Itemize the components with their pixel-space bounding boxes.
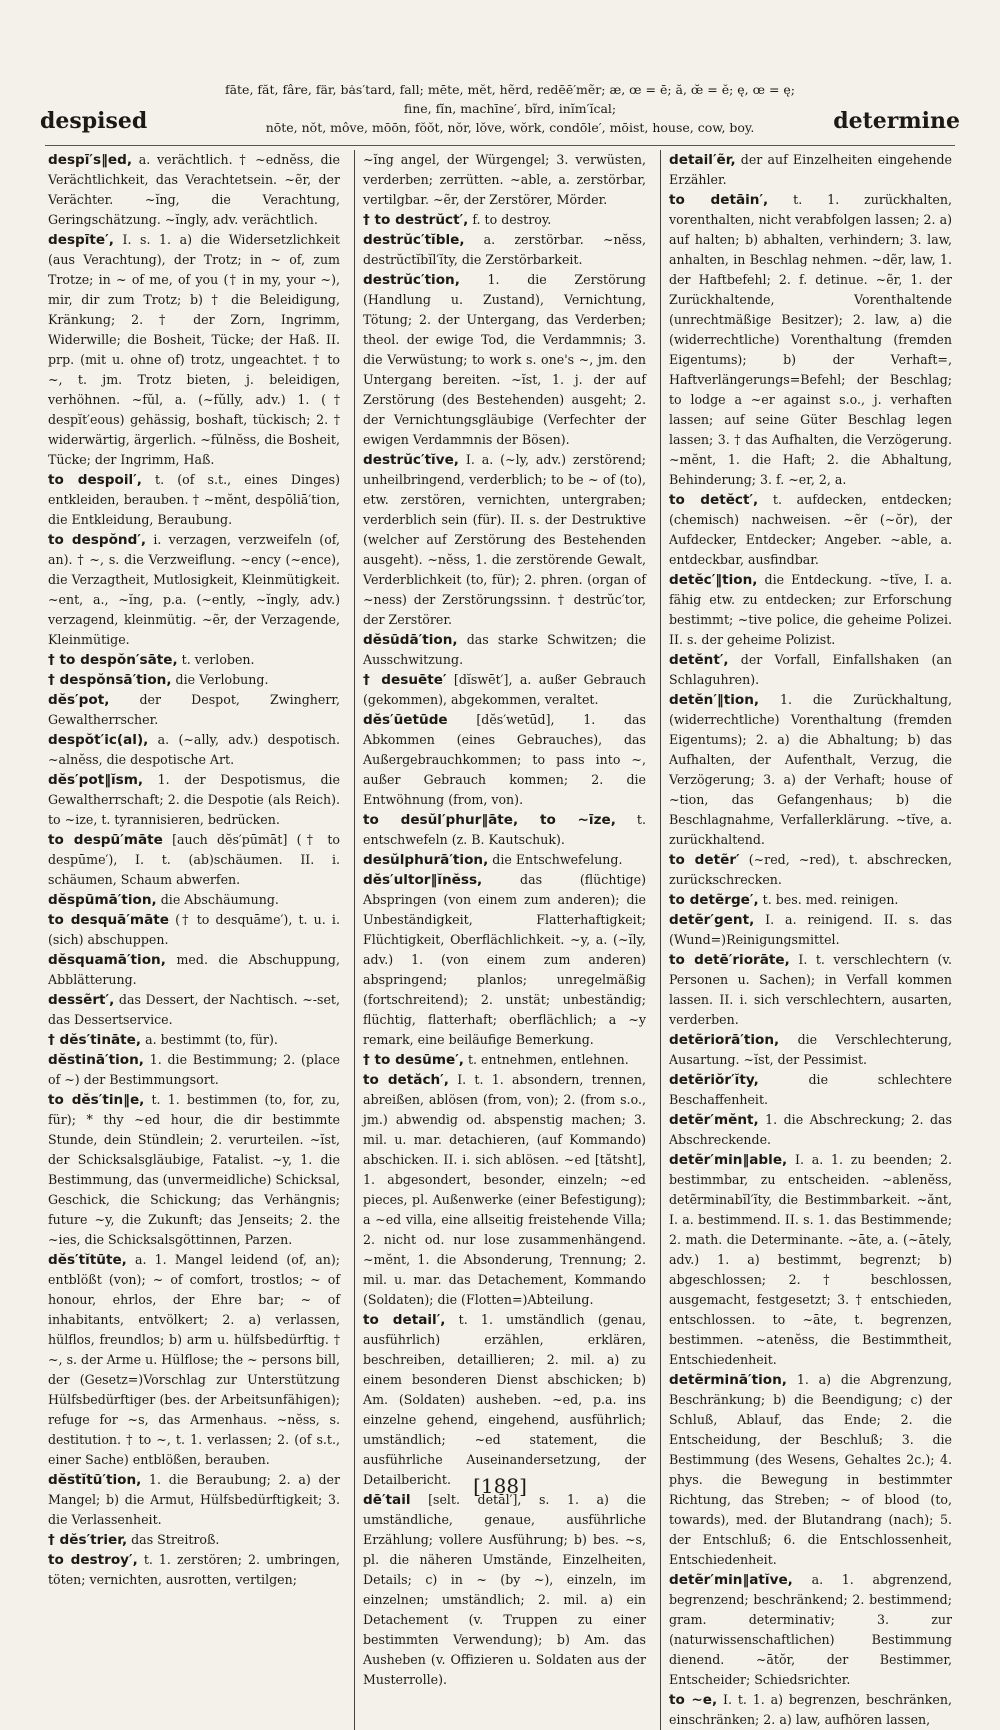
entry-definition: 1. a) die Abgrenzung, Beschränkung; b) die Beendigung; c) der Schluß, Ablauf, das Ende; 2. die Entscheidung, der Beschluß; 3. die Bestimmung (des Wesens, Gehaltes 2c.); 4. phys. die Bewegung in bestimmter Richtung, das Streben; ~ of blood (to, towards), med. der Blutandrang (nach); 5. der Entschluß; 6. die Entschlossenheit, Entschiedenheit. [669, 1372, 952, 1567]
dictionary-entry [669, 1110, 952, 1150]
dictionary-entry [363, 850, 646, 870]
entry-definition: a. (~ally, adv.) despotisch. ~alnĕss, die despotische Art. [48, 732, 340, 767]
entry-headword: † dĕs′trier, [48, 1532, 128, 1548]
page-header [40, 80, 960, 140]
entry-definition: a. zerstörbar. ~nĕss, destrŭctĭbĭl′ĭty, die Zerstörbarkeit. [363, 232, 646, 267]
dictionary-entry [363, 710, 646, 810]
dictionary-entry [669, 1070, 952, 1110]
entry-definition: t. aufdecken, entdecken; (chemisch) nachweisen. ~ẽr (~ŏr), der Aufdecker, Entdecker; Angeber. ~able, a. entdeckbar, ausfindbar. [669, 492, 952, 567]
entry-definition: a. verächtlich. † ~ednĕss, die Verächtlichkeit, das Verachtetsein. ~ẽr, der Verächter. ~ĭng, die Verachtung, Geringschätzung. ~ĭngly, adv. verächtlich. [48, 152, 341, 227]
pronunciation-key-line: fāte, făt, fâre, fär, bȧs′tard, fall; mēte, mĕt, hẽrd, redēē′mẽr; æ, œ = ē; ă, œ̆ = ĕ; ę, œ = ę; [224, 82, 796, 97]
entry-headword: † to destrŭct′, [363, 212, 469, 228]
pronunciation-key-line: nōte, nŏt, môve, mōōn, fŏŏt, nŏr, lŏve, wŏrk, condōle′, mōist, house, cow, boy. [265, 120, 755, 135]
dictionary-entry [669, 910, 952, 950]
entry-headword: to desŭl′phur‖āte, to ~īze, [363, 812, 616, 828]
entry-headword: to detĕct′, [669, 492, 759, 508]
dictionary-entry [669, 1570, 952, 1690]
entry-headword: dessẽrt′, [48, 992, 115, 1008]
entry-definition: I. a. 1. zu beenden; 2. bestimmbar, zu entscheiden. ~ablenĕss, detẽrminabĭl′ĭty, die Bestimmbarkeit. ~ănt, I. a. bestimmend. II. s. 1. das Bestimmende; 2. math. die Determinante. ~āte, a. (~ātely, adv.) 1. a) bestimmt, begrenzt; b) abgeschlossen; 2. † beschlossen, ausgemacht, festgesetzt; 3. † entschieden, entschlossen. to ~āte, t. begrenzen, bestimmen. ~atenĕss, die Bestimmtheit, Entschiedenheit. [669, 1152, 952, 1367]
entry-definition: der auf Einzelheiten eingehende Erzähler. [669, 152, 952, 187]
dictionary-entry [363, 670, 646, 710]
entry-headword: to desquā′māte [48, 912, 169, 928]
dictionary-entry [363, 230, 646, 270]
entry-definition: a. 1. abgrenzend, begrenzend; beschränkend; 2. bestimmend; gram. determinativ; 3. zur (naturwissenschaftlichen) Bestimmung dienend. ~ātŏr, der Bestimmer, Entscheider; Schiedsrichter. [669, 1572, 952, 1687]
entry-headword: destrŭc′tĭble, [363, 232, 465, 248]
dictionary-entry [363, 810, 646, 850]
dictionary-entry [363, 1310, 646, 1490]
entry-headword: detẽriorā′tion, [669, 1032, 780, 1048]
entry-definition: [dĭswēt′], a. außer Gebrauch (gekommen), abgekommen, veraltet. [363, 672, 646, 707]
entry-headword: to despoil′, [48, 472, 142, 488]
dictionary-entry [669, 150, 952, 190]
entry-headword: to detail′, [363, 1312, 446, 1328]
entry-headword: to ~e, [669, 1692, 718, 1708]
dictionary-entry [669, 1690, 952, 1730]
dictionary-entry [669, 650, 952, 690]
entry-headword: to despū′māte [48, 832, 163, 848]
entry-headword: detẽr′mĕnt, [669, 1112, 759, 1128]
entry-definition: 1. die Zurückhaltung, (widerrechtliche) Vorenthaltung (fremden Eigentums); 2. a) die Abhaltung; b) das Aufhalten, der Aufenthalt, Verzug, die Verzögerung; 3. a) der Verhaft; house of ~tion, das Gefangenhaus; b) die Beschlagnahme, Verfallerklärung. ~tĭve, a. zurückhaltend. [669, 692, 952, 847]
entry-headword: † to desūme′, [363, 1052, 464, 1068]
entry-definition: I. t. verschlechtern (v. Personen u. Sachen); in Verfall kommen lassen. II. i. sich verschlechtern, ausarten, verderben. [669, 952, 952, 1027]
entry-definition: (~red, ~red), t. abschrecken, zurückschrecken. [669, 852, 952, 887]
dictionary-entry [669, 890, 952, 910]
entry-headword: to detẽr′ [669, 852, 740, 868]
entry-headword: detẽriŏr′ĭty, [669, 1072, 759, 1088]
entry-headword: to detăch′, [363, 1072, 449, 1088]
dictionary-entry [48, 910, 340, 950]
entry-headword: to despŏnd′, [48, 532, 147, 548]
entry-definition: t. entschwefeln (z. B. Kautschuk). [363, 812, 646, 847]
entry-definition: die Verschlechterung, Ausartung. ~ĭst, der Pessimist. [669, 1032, 952, 1067]
entry-definition: das Streitroß. [131, 1532, 220, 1547]
pronunciation-key [200, 80, 820, 137]
dictionary-entry [669, 950, 952, 1030]
entry-headword: despŏt′ic(al), [48, 732, 149, 748]
entry-headword: dĕstinā′tion, [48, 1052, 144, 1068]
entry-definition: t. 1. zurückhalten, vorenthalten, nicht verabfolgen lassen; 2. a) auf halten; b) abhalten, verhindern; 3. law, anhalten, in Beschlag nehmen. ~dẽr, law, 1. der Haftbefehl; 2. f. detinue. ~ẽr, 1. der Zurückhaltende, Vorenthaltende (unrechtmäßige Besitzer); 2. law, a) die (widerrechtliche) Vorenthaltung (fremden Eigentums); b) der Verhaft=, Haftverlängerungs=Befehl; der Beschlag; to lodge a ~er against s.o., j. verhaften lassen; auf seine Güter Beschlag legen lassen; 3. † das Aufhalten, die Verzögerung. ~mĕnt, 1. die Haft; 2. die Abhaltung, Behinderung; 3. f. ~er, 2, a. [669, 192, 952, 487]
entry-headword: detĕc′‖tion, [669, 572, 758, 588]
dictionary-entry [48, 990, 340, 1030]
entry-definition: die schlechtere Beschaffenheit. [669, 1072, 952, 1107]
entry-definition: t. bes. med. reinigen. [762, 892, 899, 907]
entry-definition: a. 1. Mangel leidend (of, an); entblößt (von); ~ of comfort, trostlos; ~ of honour, ehrlos, der Ehre bar; ~ of inhabitants, entvölkert; 2. a) verlassen, hülflos, freundlos; b) arm u. hülfsbedürftig. † ~, s. der Arme u. Hülflose; the ~ persons bill, der (Gesetz=)Vorschlag zur Unterstützung Hülfsbedürftiger (bes. der Arbeitsunfähigen); refuge for ~s, das Armenhaus. ~nĕss, s. destitution. † to ~, t. 1. verlassen; 2. (of s.t., einer Sache) entblößen, berauben. [48, 1252, 340, 1467]
dictionary-entry [48, 1530, 340, 1550]
entry-definition: t. entnehmen, entlehnen. [467, 1052, 629, 1067]
entry-definition: f. to destroy. [472, 212, 552, 227]
entry-definition: der Despot, Zwingherr, Gewaltherrscher. [48, 692, 340, 727]
entry-definition: t. 1. zerstören; 2. umbringen, töten; vernichten, ausrotten, vertilgen; [48, 1552, 340, 1587]
entry-headword: destrŭc′tion, [363, 272, 460, 288]
dictionary-entry [48, 530, 340, 650]
entry-headword: † to despŏn′sāte, [48, 652, 178, 668]
entry-definition: († to desquāme′), t. u. i. (sich) abschuppen. [48, 912, 340, 947]
entry-definition: [selt. detāl′], s. 1. a) die umständliche, genaue, ausführliche Erzählung; vollere Ausführung; b) bes. ~s, pl. die näheren Umstände, Einzelheiten, Details; c) in ~ (by ~), einzeln, im einzelnen; umständlich; 2. mil. a) ein Detachement (v. Truppen zu einer bestimmten Verwendung); b) Am. das Ausheben (v. Offizieren u. Soldaten aus der Musterrolle). [363, 1492, 646, 1687]
dictionary-entry [48, 690, 340, 730]
dictionary-entry [48, 150, 340, 230]
entry-headword: † despŏnsā′tion, [48, 672, 172, 688]
entry-definition: die Abschäumung. [160, 892, 279, 907]
dictionary-entry [48, 830, 340, 890]
dictionary-entry [48, 670, 340, 690]
entry-definition: 1. die Beraubung; 2. a) der Mangel; b) die Armut, Hülfsbedürftigkeit; 3. die Verlassenheit. [48, 1472, 340, 1527]
entry-definition: [dĕs′wetūd], 1. das Abkommen (eines Gebrauches), das Außergebrauchkommen; to pass into ~, außer Gebrauch kommen; 2. die Entwöhnung (from, von). [363, 712, 646, 807]
entry-definition: I. s. 1. a) die Widersetzlichkeit (aus Verachtung), der Trotz; in ~ of, zum Trotze; in ~ of me, of you († in my, your ~), mir, dir zum Trotz; b) † die Beleidigung, Kränkung; 2. † der Zorn, Ingrimm, Widerwille; die Bosheit, Tücke; der Haß. II. prp. (mit u. ohne of) trotz, ungeachtet. † to ~, t. jm. Trotz bieten, j. beleidigen, verhöhnen. ~fŭl, a. (~fŭlly, adv.) 1. († despĭt′eous) gehässig, boshaft, tückisch; 2. † widerwärtig, ärgerlich. ~fŭlnĕss, die Bosheit, Tücke; der Ingrimm, Haß. [48, 232, 340, 467]
entry-headword: dĕsūdā′tion, [363, 632, 458, 648]
entry-headword: dĕs′ūetūde [363, 712, 448, 728]
entry-headword: detẽr′min‖atĭve, [669, 1572, 793, 1588]
entry-headword: † dĕs′tināte, [48, 1032, 142, 1048]
entry-definition: das Dessert, der Nachtisch. ~-set, das Dessertservice. [48, 992, 340, 1027]
dictionary-entry [669, 190, 952, 490]
dictionary-entry [48, 730, 340, 770]
entry-headword: dĕstĭtū′tion, [48, 1472, 142, 1488]
entry-headword: detẽr′gent, [669, 912, 755, 928]
entry-definition: t. 1. bestimmen (to, for, zu, für); * thy ~ed hour, die dir bestimmte Stunde, dein Stündlein; 2. verurteilen. ~ĭst, der Schicksalsgläubige, Fatalist. ~y, 1. die Bestimmung, das (unvermeidliche) Schicksal, Geschick, die Schickung; das Verhängnis; future ~y, die Zukunft; das Jenseits; 2. the ~ies, die Schicksalsgöttinnen, Parzen. [48, 1092, 340, 1247]
dictionary-entry [363, 1070, 646, 1310]
dictionary-entry [48, 890, 340, 910]
dictionary-entry [669, 1150, 952, 1370]
entry-definition: das (flüchtige) Abspringen (von einem zum anderen); die Unbeständigkeit, Flatterhaftigkeit; Flüchtigkeit, Oberflächlichkeit. ~y, a. (~ĭly, adv.) 1. (von einem zum anderen) abspringend; planlos; unregelmäßig (fortschreitend); 2. unstät; unbeständig; flüchtig, flatterhaft; oberflächlich; a ~y remark, eine beiläufige Bemerkung. [363, 872, 646, 1047]
dictionary-entry [48, 770, 340, 830]
guide-word-right: determine [833, 108, 960, 134]
dictionary-entry [48, 230, 340, 470]
entry-definition: t. (of s.t., eines Dinges) entkleiden, berauben. † ~mĕnt, despōliā′tion, die Entkleidung, Beraubung. [48, 472, 340, 527]
entry-definition: I. a. (~ly, adv.) zerstörend; unheilbringend, verderblich; to be ~ of (to), etw. zerstören, vernichten, untergraben; verderblich sein (für). II. s. der Destruktive (welcher auf Zerstörung des Bestehenden ausgeht). ~nĕss, 1. die zerstörende Gewalt, Verderblichkeit (to, für); 2. phren. (organ of ~ness) der Zerstörungssinn. † destrŭc′tor, der Zerstörer. [363, 452, 646, 627]
entry-headword: to detē′riorāte, [669, 952, 790, 968]
entry-headword: detail′ẽr, [669, 152, 736, 168]
entry-headword: to destroy′, [48, 1552, 138, 1568]
entry-definition: 1. die Bestimmung; 2. (place of ~) der Bestimmungsort. [48, 1052, 340, 1087]
entry-headword: despī′s‖ed, [48, 152, 133, 168]
entry-headword: to detẽrge′, [669, 892, 759, 908]
dictionary-entry [363, 450, 646, 630]
entry-definition: t. 1. umständlich (genau, ausführlich) erzählen, erklären, beschreiben, detaillieren; 2. mil. a) zu einem besonderen Dienst abschicken; b) Am. (Soldaten) ausheben. ~ed, p.a. ins einzelne gehend, eingehend, ausführlich; umständlich; ~ed statement, die ausführliche Auseinandersetzung, der Detailbericht. [363, 1312, 646, 1487]
dictionary-entry [363, 1490, 646, 1690]
dictionary-entry [669, 850, 952, 890]
dictionary-entry [48, 470, 340, 530]
entry-definition: t. verloben. [181, 652, 255, 667]
dictionary-entry [48, 1250, 340, 1470]
guide-word-left: despised [40, 108, 148, 134]
dictionary-entry [48, 1050, 340, 1090]
dictionary-entry [48, 950, 340, 990]
entry-definition: [auch dĕs′pūmāt] († to despūme′), I. t. (ab)schäumen. II. i. schäumen, Schaum abwerfen. [48, 832, 340, 887]
entry-definition: 1. der Despotismus, die Gewaltherrschaft; 2. die Despotie (als Reich). to ~ize, t. tyrannisieren, bedrücken. [48, 772, 340, 827]
entry-headword: dĕs′tĭtūte, [48, 1252, 127, 1268]
entry-definition: die Verlobung. [175, 672, 269, 687]
entry-headword: dĕspūmā′tion, [48, 892, 157, 908]
dictionary-entry [669, 1370, 952, 1570]
dictionary-entry [48, 1550, 340, 1590]
dictionary-entry [48, 1090, 340, 1250]
entry-headword: dĕs′pot‖ĭsm, [48, 772, 144, 788]
entry-headword: desŭlphurā′tion, [363, 852, 489, 868]
dictionary-entry [363, 150, 646, 210]
dictionary-entry [669, 490, 952, 570]
entry-headword: † desuēte′ [363, 672, 447, 688]
entry-definition: 1. die Zerstörung (Handlung u. Zustand), Vernichtung, Tötung; 2. der Untergang, das Verderben; theol. der ewige Tod, die Verdammnis; 3. die Verwüstung; to work s. one's ~, jm. den Untergang bereiten. ~ĭst, 1. j. der auf Zerstörung (des Bestehenden) ausgeht; 2. der Vernichtungsgläubige (Verfechter der ewigen Verdammnis der Bösen). [363, 272, 646, 447]
pronunciation-key-line: fine, fĭn, machīne′, bĩrd, inĭm′ĭcal; [403, 101, 617, 116]
entry-headword: detĕn′‖tion, [669, 692, 760, 708]
entry-headword: to dĕs′tin‖e, [48, 1092, 145, 1108]
dictionary-entry [669, 690, 952, 850]
dictionary-entry [669, 1030, 952, 1070]
entry-definition: 1. die Abschreckung; 2. das Abschreckende. [669, 1112, 952, 1147]
dictionary-entry [48, 650, 340, 670]
entry-definition: i. verzagen, verzweifeln (of, an). † ~, s. die Verzweiflung. ~ency (~ence), die Verzagtheit, Mutlosigkeit, Kleinmütigkeit. ~ent, a., ~ĭng, p.a. (~ently, ~ĭngly, adv.) verzagend, kleinmütig. ~ẽr, der Verzagende, Kleinmütige. [48, 532, 340, 647]
entry-headword: to detāin′, [669, 192, 769, 208]
entry-headword: dē′tail [363, 1492, 411, 1508]
dictionary-entry [669, 570, 952, 650]
entry-definition: die Entschwefelung. [492, 852, 623, 867]
entry-headword: dĕsquamā′tion, [48, 952, 166, 968]
entry-definition: die Entdeckung. ~tĭve, I. a. fähig etw. zu entdecken; zur Erforschung bestimmt; ~tive police, die geheime Polizei. II. s. der geheime Polizist. [669, 572, 952, 647]
entry-definition: a. bestimmt (to, für). [145, 1032, 278, 1047]
dictionary-entry [363, 870, 646, 1050]
entry-definition: der Vorfall, Einfallshaken (an Schlaguhren). [669, 652, 952, 687]
entry-headword: dĕs′ultor‖ĭnĕss, [363, 872, 483, 888]
dictionary-entry [48, 1030, 340, 1050]
entry-definition: I. t. 1. a) begrenzen, beschränken, einschränken; 2. a) law, aufhören lassen, [669, 1692, 952, 1727]
entry-headword: despīte′, [48, 232, 114, 248]
entry-definition: I. t. 1. absondern, trennen, abreißen, ablösen (from, von); 2. (from s.o., jm.) abwendig od. abspenstig machen; 3. mil. u. mar. detachieren, (auf Kommando) abschicken. II. i. sich ablösen. ~ed [tătsht], 1. abgesondert, besonder, einzeln; ~ed pieces, pl. Außenwerke (einer Befestigung); a ~ed villa, eine allseitig freistehende Villa; 2. nicht od. nur lose zusammenhängend. ~mĕnt, 1. die Absonderung, Trennung; 2. mil. u. mar. das Detachement, Kommando (Soldaten); die (Flotten=)Abteilung. [363, 1072, 646, 1307]
entry-headword: detẽr′min‖able, [669, 1152, 788, 1168]
entry-definition: das starke Schwitzen; die Ausschwitzung. [363, 632, 646, 667]
entry-headword: detẽrminā′tion, [669, 1372, 787, 1388]
entry-headword: dĕs′pot, [48, 692, 110, 708]
entry-definition: ~ĭng angel, der Würgengel; 3. verwüsten, verderben; zerrütten. ~able, a. zerstörbar, vertilgbar. ~ẽr, der Zerstörer, Mörder. [363, 152, 646, 207]
dictionary-entry [363, 270, 646, 450]
entry-definition: I. a. reinigend. II. s. das (Wund=)Reinigungsmittel. [669, 912, 952, 947]
page-number: [188] [473, 1474, 527, 1498]
header-rule [45, 145, 955, 146]
entry-headword: detĕnt′, [669, 652, 729, 668]
entry-definition: med. die Abschuppung, Abblätterung. [48, 952, 340, 987]
entry-headword: destrŭc′tĭve, [363, 452, 459, 468]
dictionary-entry [363, 630, 646, 670]
dictionary-entry [363, 1050, 646, 1070]
dictionary-entry [363, 210, 646, 230]
